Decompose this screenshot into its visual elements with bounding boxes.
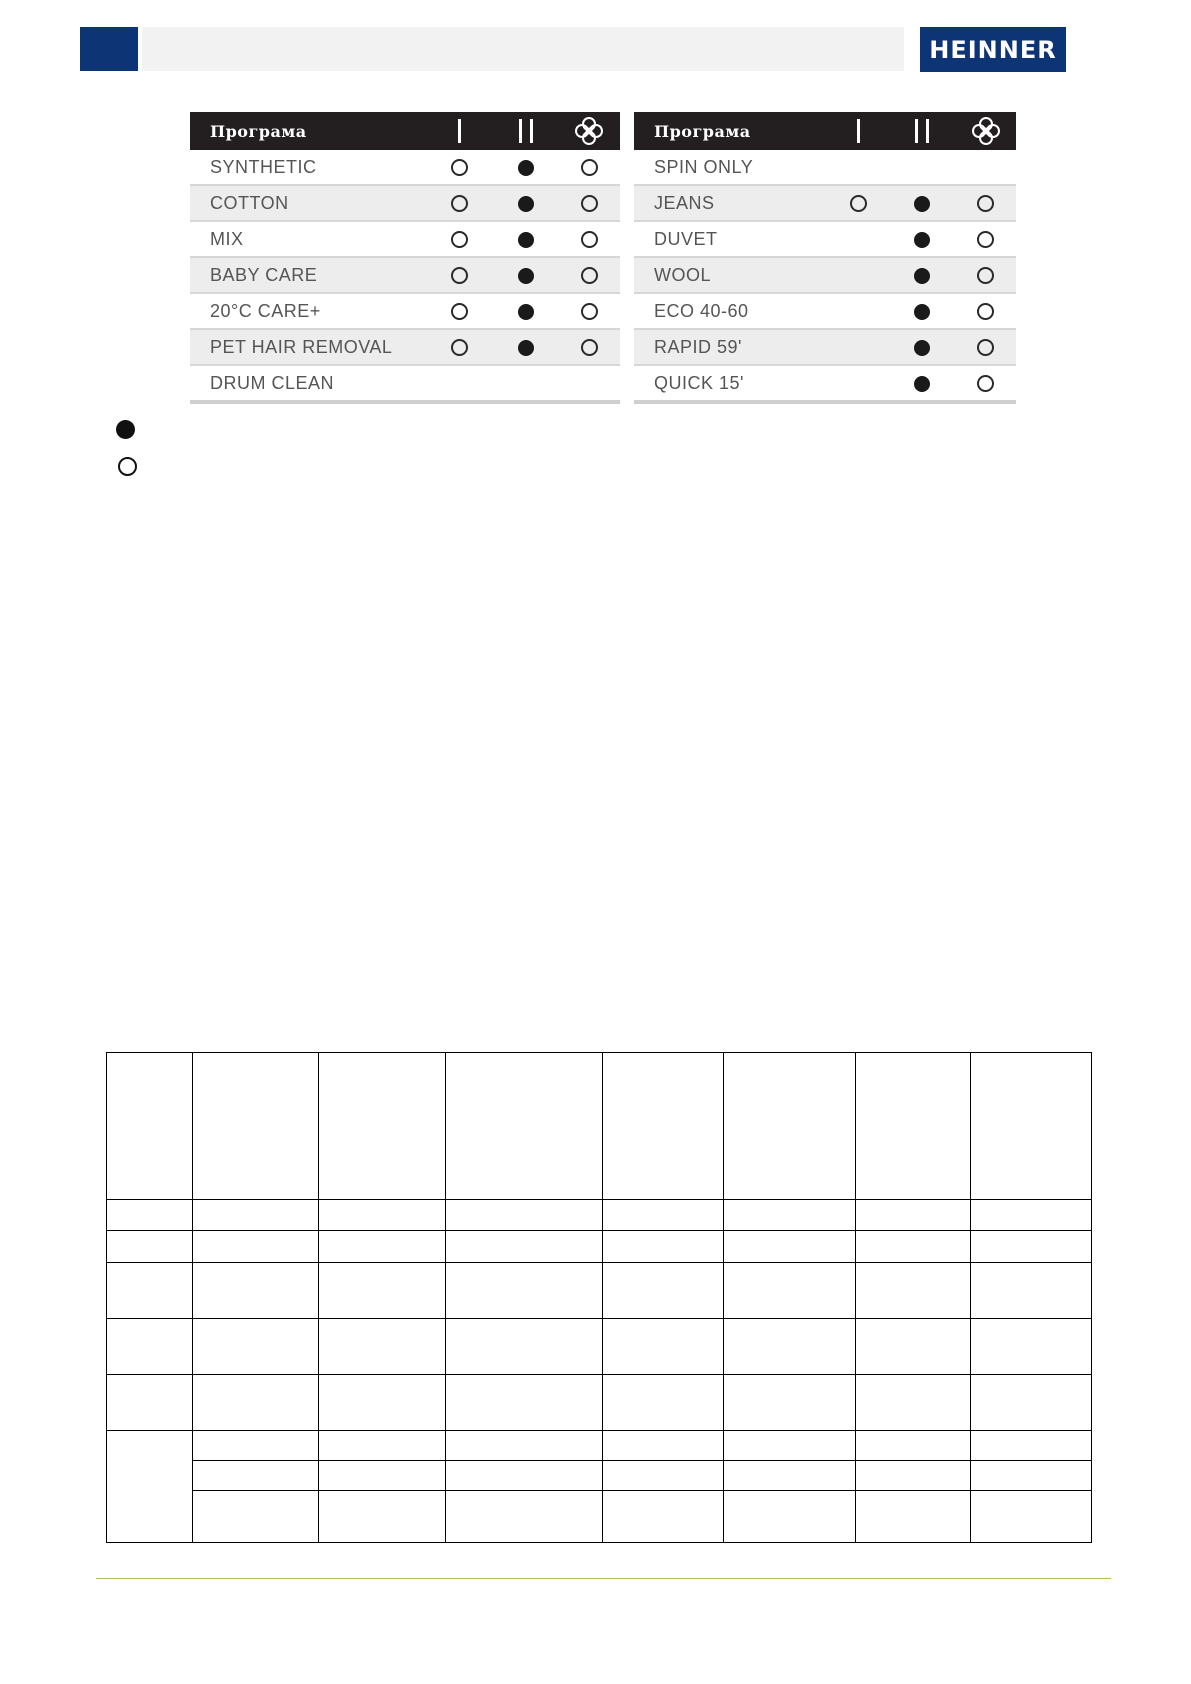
grid-cell <box>971 1263 1092 1319</box>
filled-circle-icon <box>914 340 930 356</box>
filled-circle-icon <box>518 232 534 248</box>
table-row <box>190 365 620 402</box>
grid-cell <box>107 1053 193 1200</box>
table-row <box>190 185 620 221</box>
table-row <box>634 329 1016 365</box>
table-row <box>634 185 1016 221</box>
footer-line <box>96 1578 1111 1579</box>
grid-cell <box>193 1319 319 1375</box>
grid-cell <box>107 1263 193 1319</box>
empty-circle-icon <box>977 267 994 284</box>
empty-circle-icon <box>451 267 468 284</box>
grid-cell <box>603 1053 724 1200</box>
grid-cell <box>856 1375 971 1431</box>
filled-circle-icon <box>914 376 930 392</box>
option-cell <box>427 293 493 329</box>
grid-cell <box>856 1461 971 1491</box>
grid-cell <box>446 1263 603 1319</box>
option-cell <box>955 221 1016 257</box>
table-row <box>107 1200 1092 1231</box>
grid-cell <box>856 1431 971 1461</box>
grid-cell <box>193 1200 319 1231</box>
option-cell <box>493 365 559 402</box>
program-name: BABY CARE <box>190 257 427 293</box>
grid-cell <box>193 1431 319 1461</box>
table-row <box>634 293 1016 329</box>
program-name: SPIN ONLY <box>634 150 828 185</box>
grid-cell <box>971 1319 1092 1375</box>
empty-circle-icon <box>977 195 994 212</box>
grid-cell <box>107 1319 193 1375</box>
grid-cell <box>193 1053 319 1200</box>
option-cell <box>888 150 955 185</box>
grid-cell <box>319 1319 446 1375</box>
option-cell <box>888 185 955 221</box>
table-row <box>190 329 620 365</box>
grid-cell <box>724 1231 856 1263</box>
grid-cell <box>603 1263 724 1319</box>
grid-cell <box>856 1491 971 1543</box>
table-header-row <box>634 112 1016 150</box>
grid-cell <box>856 1263 971 1319</box>
table-row <box>107 1231 1092 1263</box>
grid-cell <box>319 1231 446 1263</box>
option-cell <box>427 150 493 185</box>
fan-flower-icon <box>559 112 620 150</box>
grid-cell <box>971 1491 1092 1543</box>
filled-circle-icon <box>914 196 930 212</box>
programs-table-right <box>634 112 1016 404</box>
grid-cell <box>856 1200 971 1231</box>
empty-circle-icon <box>581 231 598 248</box>
single-bar-icon <box>828 112 888 150</box>
option-cell <box>559 293 620 329</box>
table-row <box>634 257 1016 293</box>
grid-cell <box>319 1431 446 1461</box>
option-cell <box>493 329 559 365</box>
empty-circle-icon <box>581 267 598 284</box>
grid-cell <box>446 1319 603 1375</box>
filled-circle-icon <box>518 340 534 356</box>
option-cell <box>828 293 888 329</box>
option-cell <box>493 185 559 221</box>
program-name: SYNTHETIC <box>190 150 427 185</box>
double-bar-icon <box>888 112 955 150</box>
grid-cell <box>319 1375 446 1431</box>
option-cell <box>559 329 620 365</box>
filled-circle-icon <box>518 304 534 320</box>
grid-cell <box>107 1375 193 1431</box>
empty-circle-icon <box>977 375 994 392</box>
option-cell <box>888 293 955 329</box>
grid-cell <box>971 1375 1092 1431</box>
grid-cell <box>603 1375 724 1431</box>
option-cell <box>427 257 493 293</box>
filled-circle-icon <box>914 268 930 284</box>
option-cell <box>955 257 1016 293</box>
option-cell <box>828 365 888 402</box>
table-row <box>107 1375 1092 1431</box>
single-bar-icon <box>427 112 493 150</box>
option-cell <box>427 221 493 257</box>
grid-cell <box>193 1231 319 1263</box>
grid-cell <box>446 1461 603 1491</box>
grid-cell <box>603 1491 724 1543</box>
grid-cell <box>603 1231 724 1263</box>
filled-circle-icon <box>518 196 534 212</box>
program-name: MIX <box>190 221 427 257</box>
grid-cell <box>107 1200 193 1231</box>
empty-circle-icon <box>977 339 994 356</box>
grid-cell <box>971 1200 1092 1231</box>
option-cell <box>888 221 955 257</box>
option-cell <box>888 257 955 293</box>
fan-flower-icon <box>955 112 1016 150</box>
program-header: Програма <box>190 112 427 150</box>
grid-cell <box>856 1231 971 1263</box>
grid-cell <box>603 1319 724 1375</box>
filled-circle-icon <box>518 268 534 284</box>
legend-filled-circle-icon <box>116 420 135 439</box>
option-cell <box>427 329 493 365</box>
empty-circle-icon <box>451 339 468 356</box>
grid-cell <box>446 1231 603 1263</box>
grid-cell <box>193 1263 319 1319</box>
option-cell <box>888 365 955 402</box>
option-cell <box>493 221 559 257</box>
option-cell <box>828 185 888 221</box>
program-name: ECO 40-60 <box>634 293 828 329</box>
empty-circle-icon <box>581 159 598 176</box>
grid-cell <box>971 1231 1092 1263</box>
option-cell <box>828 257 888 293</box>
program-header: Програма <box>634 112 828 150</box>
grid-cell <box>724 1375 856 1431</box>
option-cell <box>559 185 620 221</box>
grid-cell <box>856 1319 971 1375</box>
grid-cell <box>724 1319 856 1375</box>
option-cell <box>559 150 620 185</box>
grid-cell <box>193 1491 319 1543</box>
header-bar <box>142 27 904 71</box>
grid-cell <box>603 1461 724 1491</box>
filled-circle-icon <box>914 304 930 320</box>
grid-cell <box>724 1461 856 1491</box>
empty-circle-icon <box>451 231 468 248</box>
grid-cell <box>856 1053 971 1200</box>
grid-cell <box>724 1200 856 1231</box>
option-cell <box>559 221 620 257</box>
option-cell <box>828 221 888 257</box>
option-cell <box>427 185 493 221</box>
empty-circle-icon <box>581 339 598 356</box>
grid-cell <box>446 1491 603 1543</box>
grid-cell <box>446 1053 603 1200</box>
program-name: DUVET <box>634 221 828 257</box>
grid-cell <box>446 1375 603 1431</box>
table-row <box>107 1053 1092 1200</box>
table-row <box>634 221 1016 257</box>
empty-circle-icon <box>451 195 468 212</box>
option-cell <box>888 329 955 365</box>
program-name: 20°C CARE+ <box>190 293 427 329</box>
option-cell <box>955 329 1016 365</box>
table-row <box>190 293 620 329</box>
grid-cell <box>971 1431 1092 1461</box>
option-cell <box>828 329 888 365</box>
empty-circle-icon <box>977 231 994 248</box>
table-header-row <box>190 112 620 150</box>
program-name: RAPID 59' <box>634 329 828 365</box>
option-cell <box>493 257 559 293</box>
grid-cell <box>446 1200 603 1231</box>
header-square <box>80 27 138 71</box>
table-row <box>107 1491 1092 1543</box>
grid-cell <box>603 1431 724 1461</box>
grid-cell <box>319 1200 446 1231</box>
option-cell <box>955 293 1016 329</box>
grid-cell <box>107 1231 193 1263</box>
program-name: DRUM CLEAN <box>190 365 427 402</box>
filled-circle-icon <box>914 232 930 248</box>
option-cell <box>559 257 620 293</box>
empty-circle-icon <box>850 195 867 212</box>
table-row <box>190 257 620 293</box>
grid-cell <box>724 1263 856 1319</box>
legend-empty-circle-icon <box>118 457 137 476</box>
programs-table-left <box>190 112 620 404</box>
empty-circle-icon <box>977 303 994 320</box>
filled-circle-icon <box>518 160 534 176</box>
option-cell <box>493 150 559 185</box>
grid-cell <box>107 1431 193 1543</box>
grid-cell <box>724 1491 856 1543</box>
empty-circle-icon <box>581 195 598 212</box>
empty-circle-icon <box>581 303 598 320</box>
empty-circle-icon <box>451 159 468 176</box>
program-name: WOOL <box>634 257 828 293</box>
empty-circle-icon <box>451 303 468 320</box>
program-name: COTTON <box>190 185 427 221</box>
table-row <box>190 221 620 257</box>
specs-grid-table <box>106 1052 1092 1543</box>
table-row <box>107 1263 1092 1319</box>
option-cell <box>955 185 1016 221</box>
grid-cell <box>724 1053 856 1200</box>
program-name: JEANS <box>634 185 828 221</box>
grid-cell <box>603 1200 724 1231</box>
grid-cell <box>319 1263 446 1319</box>
grid-cell <box>319 1491 446 1543</box>
option-cell <box>828 150 888 185</box>
grid-cell <box>193 1461 319 1491</box>
program-name: QUICK 15' <box>634 365 828 402</box>
option-cell <box>955 150 1016 185</box>
grid-cell <box>319 1053 446 1200</box>
table-row <box>107 1431 1092 1461</box>
table-row <box>107 1461 1092 1491</box>
double-bar-icon <box>493 112 559 150</box>
grid-cell <box>971 1461 1092 1491</box>
table-row <box>634 150 1016 185</box>
option-cell <box>955 365 1016 402</box>
grid-cell <box>193 1375 319 1431</box>
heinner-logo: HEINNER <box>920 27 1066 72</box>
grid-cell <box>724 1431 856 1461</box>
table-row <box>190 150 620 185</box>
grid-cell <box>446 1431 603 1461</box>
program-name: PET HAIR REMOVAL <box>190 329 427 365</box>
grid-cell <box>319 1461 446 1491</box>
table-row <box>107 1319 1092 1375</box>
option-cell <box>559 365 620 402</box>
option-cell <box>427 365 493 402</box>
table-row <box>634 365 1016 402</box>
grid-cell <box>971 1053 1092 1200</box>
option-cell <box>493 293 559 329</box>
